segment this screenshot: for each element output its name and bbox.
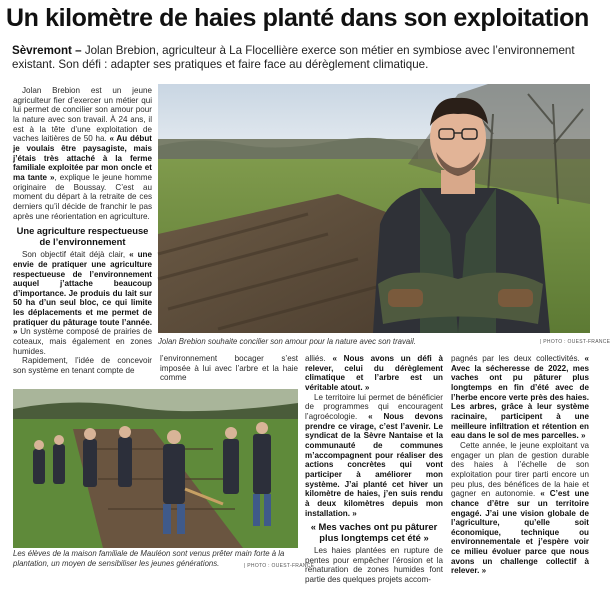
- text-run: Jolan Brebion est un jeune agriculteur fier d’exercer un métier qui lui permet de concilier son amour pour la nature avec son travail. À 24 ans, il est à la tête d’une exploitation de vaches laitières de 50 ha.: [13, 86, 152, 144]
- subheading: Une agriculture respectueuse de l’environnement: [16, 225, 149, 248]
- text-run: pagnés par les deux collectivités.: [451, 354, 585, 363]
- quote: « Nous avons un défi à relever, celui du dérèglement climatique et l’arbre est un véritable atout. »: [305, 354, 443, 392]
- farmer-photo-illustration: [158, 84, 590, 333]
- pull-quote: « Mes vaches ont pu pâturer plus longtemps cet été »: [310, 521, 438, 544]
- quote: « Au début je voulais être paysagiste, mais j’étais très attaché à la ferme familiale exploitée par mon oncle et ma tante »: [13, 134, 152, 182]
- students-photo-illustration: [13, 389, 298, 548]
- paragraph: [305, 393, 443, 519]
- quote: « C’est une chance d’être sur un territoire engagé. J’ai une vision globale de l’agriculture, qu’elle soit économique, technique ou environnementale et j’espère voir ce milieu évoluer parce que nous avons un challenge collectif à relever. »: [451, 489, 590, 576]
- paragraph: l’environnement bocager s’est imposée à lui avec l’arbre et la haie comme: [160, 354, 298, 383]
- article-column-1: [13, 86, 152, 376]
- photo-farmer: [158, 84, 590, 333]
- paragraph: Les haies plantées en rupture de pentes pour empêcher l’érosion et la renaturation de zones humides font partie des quelques projets accom-: [305, 546, 443, 585]
- chapo-text: Jolan Brebion, agriculteur à La Flocellière exerce son métier en symbiose avec l’environnement existant. Son défi : adapter ses pratiques et faire face au dérèglement climatique.: [12, 44, 575, 71]
- text-run: Un système composé de prairies de coteaux, mais également en zones humides.: [13, 327, 152, 356]
- photo-students: [13, 389, 298, 548]
- paragraph: [13, 250, 152, 356]
- headline: Un kilomètre de haies planté dans son exploitation: [6, 4, 589, 32]
- paragraph: Rapidement, l’idée de concevoir son système en tenant compte de: [13, 356, 152, 376]
- photo-students-caption: Les élèves de la maison familiale de Mauléon sont venus prêter main forte à la plantation, un moyen de sensibiliser les jeunes générations.: [13, 549, 285, 568]
- text-run: Le territoire lui permet de bénéficier de programmes qui encouragent l’agroécologie.: [305, 392, 443, 421]
- chapo: [12, 44, 592, 72]
- article-column-3: [305, 354, 443, 585]
- text-run: alliés.: [305, 354, 333, 363]
- photo-farmer-credit: | PHOTO : OUEST-FRANCE: [540, 339, 610, 345]
- text-run: Son objectif était déjà clair,: [22, 250, 130, 260]
- paragraph: [451, 441, 589, 576]
- quote: « Nous devons prendre ce virage, c’est l’avenir. Le syndicat de la Sèvre Nantaise et la communauté de communes m’accompagnent pour réaliser des actions concrètes qui vont participer à améliorer mon système. J’ai planté cet hiver un kilomètre de haies, j’en suis rendu à deux kilomètres depuis mon installation. »: [305, 411, 443, 518]
- paragraph: [13, 86, 152, 221]
- text-run: Cette année, le jeune exploitant va engager un plan de gestion durable des haies à l’échelle de son exploitation pour tirer parti encore un peu plus, des bénéfices de la haie et gagner en autonomie.: [451, 440, 589, 499]
- paragraph: [451, 354, 589, 441]
- paragraph: [305, 354, 443, 393]
- article-column-4: [451, 354, 589, 576]
- chapo-location: Sèvremont –: [12, 44, 82, 57]
- photo-farmer-caption: Jolan Brebion souhaite concilier son amour pour la nature avec son travail.: [158, 337, 416, 346]
- quote: « Avec la sécheresse de 2022, mes vaches ont pu pâturer plus longtemps en fin d’été avec de l’herbe encore verte près des haies. Les arbres, grâce à leur système racinaire, participent à une meilleure infiltration et rétention en eau dans le sol de mes parcelles. »: [451, 354, 589, 441]
- article-column-2: [160, 354, 298, 383]
- text-run: , explique le jeune homme originaire de Boussay. C’est au moment du départ à la retraite de ces derniers qu’il décide de franchir le pas après une réorientation en agriculture.: [13, 172, 152, 221]
- quote: « une envie de pratiquer une agriculture respectueuse de l’environnement auquel j’attache beaucoup d’importance. Je produis du lait sur 50 ha d’un seul bloc, ce qui limite les déplacements et me permet de pratiquer du pâturage toute l’année. »: [13, 250, 152, 337]
- photo-students-credit: | PHOTO : OUEST-FRANCE: [244, 563, 315, 569]
